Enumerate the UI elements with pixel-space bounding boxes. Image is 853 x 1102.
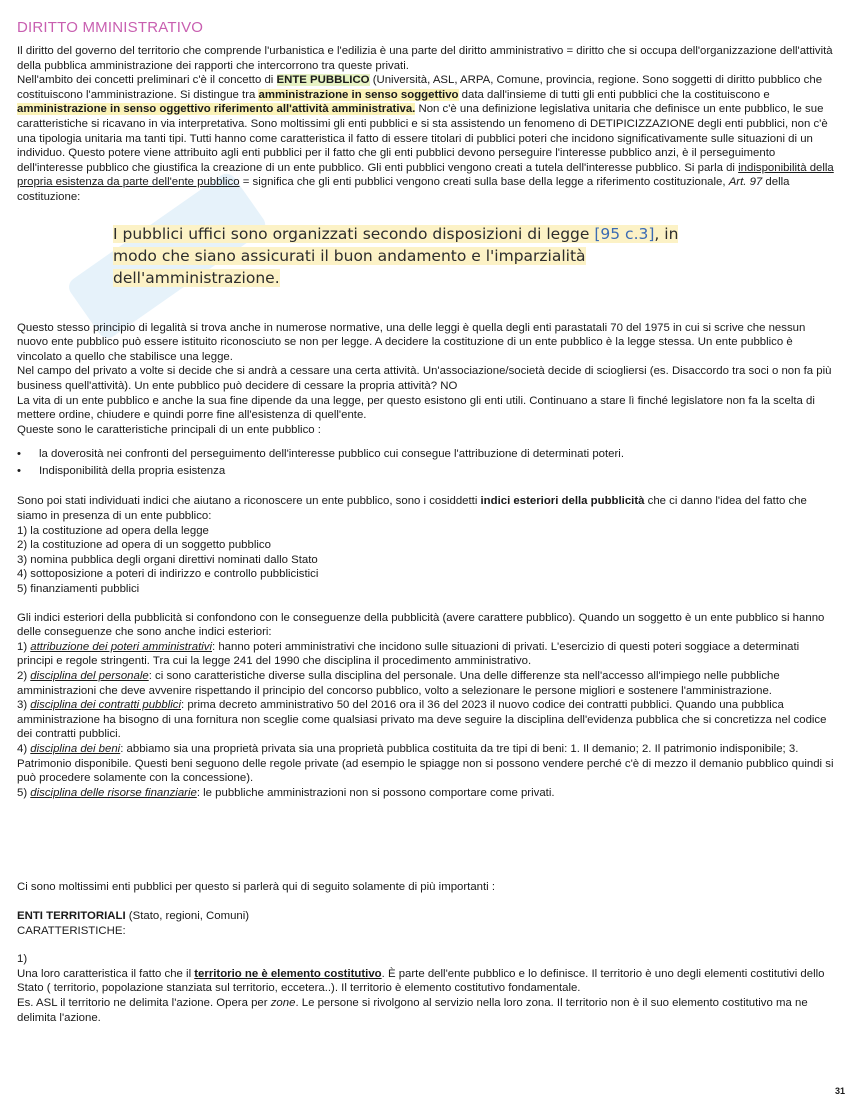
bullet-icon: • — [17, 448, 21, 461]
quote-reference-link[interactable]: [95 c.3] — [594, 224, 655, 243]
bullet-icon: • — [17, 464, 21, 477]
term-indisponibilita: indisponibilità della propria esistenza da parte dell'ente pubblico — [17, 161, 834, 189]
list-item: • Indisponibilità della propria esistenza — [17, 464, 226, 477]
consequence-item: 5) disciplina delle risorse finanziarie: le pubbliche amministrazioni non si possono comportare come privati. — [17, 786, 555, 799]
paragraph-caratteristiche: Queste sono le caratteristiche principali di un ente pubblico : — [17, 423, 321, 436]
list-item: 5) finanziamenti pubblici — [17, 583, 140, 596]
consequence-item: 4) disciplina dei beni: abbiamo sia una proprietà privata sia una proprietà pubblica costituita da tre tipi di beni: 1. Il demanio; 2. Il patrimonio indisponibile; 3. Patrimonio disponibile. Questi beni seguono delle regole private (ad esempio le spiagge non si possono vendere perché c'è di mezzo il demanio pubblico quindi si può procedere solamente con la concessione). — [17, 742, 834, 785]
paragraph-asl: Es. ASL il territorio ne delimita l'azione. Opera per zone. Le persone si rivolgono al servizio nella loro zona. Il territorio non è il suo elemento costitutivo ma ne delimita l'azione. — [17, 996, 808, 1024]
consequence-item: 1) attribuzione dei poteri amministrativi: hanno poteri amministrativi che incidono sulle situazioni di privati. L'esercizio di questi poteri soggiace a determinati principi e regole stringenti. Tra cui la legge 241 del 1990 che disciplina il procedimento amministrativo. — [17, 640, 800, 668]
document-title: DIRITTO MMINISTRATIVO — [17, 19, 204, 36]
bullet-list — [17, 447, 837, 478]
term-soggettivo: amministrazione in senso soggettivo — [258, 88, 459, 101]
paragraph-ente-pubblico: Nell'ambito dei concetti preliminari c'è il concetto di ENTE PUBBLICO (Università, ASL, ARPA, Comune, provincia, regione. Sono soggetti di diritto pubblico che costituiscono l'amministrazione. Si distingue tra amministrazione in senso soggettivo data dall'insieme di tutti gli enti pubblici che la costituiscono e amministrazione in senso oggettivo riferimento all'attività amministrativa. Non c'è una definizione legislativa unitaria che definisce un ente pubblico, le sue caratteristiche si ricavano in via interpretativa. Sono moltissimi gli enti pubblici e si sta assistendo un fenomeno di DETIPICIZZAZIONE degli enti pubblici, non c'è una tipologia unitaria ma tanti tipi. Tutti hanno come caratteristica il fatto di essere titolari di pubblici poteri che incidono significativamente sulle situazioni di un individuo. Questo potere viene attribuito agli enti pubblici per il fatto che gli enti pubblici devono perseguire l'interesse pubblico anzi, è il perseguimento dell'interesse pubblico che giustifica la creazione di un ente pubblico. Gli enti pubblici vengono creati a tutela dell'interesse pubblico. Si parla di indisponibilità della propria esistenza da parte dell'ente pubblico = significa che gli enti pubblici vengono creati sulla base della legge a riferimento costituzionale, Art. 97 della costituzione: — [17, 74, 834, 203]
page-number: 31 — [834, 1086, 845, 1096]
consequence-item: 2) disciplina del personale: ci sono caratteristiche diverse sulla disciplina del personale. Una delle differenze sta nell'accesso all'impiego nelle pubbliche amministrazioni che deve avvenire rispettando il principio del concorso pubblico, volto a selezionare le persone migliori e sostenere l'amministrazione. — [17, 670, 780, 697]
paragraph-vita-ente: La vita di un ente pubblico e anche la sua fine dipende da una legge, per questo esistono gli enti utili. Continuano a stare lì finché legislatore non fa la scelta di mettere ordine, chiudere e quindi porre fine all'esistenza di quell'ente. — [17, 394, 815, 422]
list-item: 2) la costituzione ad opera di un soggetto pubblico — [17, 539, 271, 552]
section-heading-enti-territoriali: ENTI TERRITORIALI (Stato, regioni, Comuni) — [17, 909, 250, 922]
list-item: 1) la costituzione ad opera della legge — [17, 524, 209, 537]
subheading-caratteristiche: CARATTERISTICHE: — [17, 924, 126, 937]
term-indici-esteriori: indici esteriori della pubblicità — [480, 495, 645, 508]
term-oggettivo: amministrazione in senso oggettivo riferimento all'attività amministrativa. — [17, 103, 416, 116]
document-page — [17, 18, 837, 1025]
list-item: 4) sottoposizione a poteri di indirizzo e controllo pubblicistici — [17, 568, 319, 581]
list-item: • la doverosità nei confronti del perseguimento dell'interesse pubblico cui consegue l'attribuzione di determinati poteri. — [17, 448, 624, 461]
paragraph-enti-importanti: Ci sono moltissimi enti pubblici per questo si parlerà qui di seguito solamente di più importanti : — [17, 881, 496, 894]
article-ref: Art. 97 — [728, 176, 763, 189]
paragraph-privato: Nel campo del privato a volte si decide che si andrà a cessare una certa attività. Un'associazione/società decide di sciogliersi (es. Disaccordo tra soci o non fa più business quell'attività). Un ente pubblico può decidere di cessare la propria attività? NO — [17, 365, 832, 392]
paragraph-intro: Il diritto del governo del territorio che comprende l'urbanistica e l'edilizia è una parte del diritto amministrativo = diritto che si occupa dell'organizzazione dell'attività della pubblica amministrazione dei rapporti che intercorrono tra queste privati. — [17, 45, 833, 72]
term-ente-pubblico: ENTE PUBBLICO — [276, 74, 370, 87]
list-item: 3) nomina pubblica degli organi direttivi nominati dallo Stato — [17, 553, 318, 566]
item-number: 1) — [17, 953, 28, 966]
consequence-item: 3) disciplina dei contratti pubblici: prima decreto amministrativo 50 del 2016 ora il 36 del 2023 il nuovo codice dei contratti pubblici. Quando una pubblica amministrazione ha bisogno di una fornitura non sceglie come qualsiasi privato ma deve seguire la disciplina dell'evidenza pubblica che si concretizza nel codice dei contratti pubblici. — [17, 699, 827, 741]
paragraph-indici: Sono poi stati individuati indici che aiutano a riconoscere un ente pubblico, sono i cosiddetti indici esteriori della pubblicità che ci danno l'idea del fatto che siamo in presenza di un ente pubblico: — [17, 495, 807, 523]
constitution-quote: I pubblici uffici sono organizzati secondo disposizioni di legge [95 c.3], in modo che siano assicurati il buon andamento e l'imparzialità dell'amministrazione. — [113, 224, 679, 287]
paragraph-legalita: Questo stesso principio di legalità si trova anche in numerose normative, una delle leggi è quella degli enti parastatali 70 del 1975 in cui si scrive che nessun nuovo ente pubblico può essere istituito riconosciuto se non per legge. A decidere la costituzione di un ente pubblico è la legge stessa. Un ente pubblico è vincolato a quello che stabilisce una legge. — [17, 321, 806, 363]
paragraph-territorio: Una loro caratteristica il fatto che il territorio ne è elemento costitutivo. È parte dell'ente pubblico e lo definisce. Il territorio è uno degli elementi costitutivi dello Stato ( territorio, popolazione stanziata sul territorio, eccetera..). Il territorio è elemento costitutivo fondamentale. — [17, 967, 825, 995]
paragraph-conseguenze: Gli indici esteriori della pubblicità si confondono con le conseguenze della pubblicità (avere carattere pubblico). Quando un soggetto è un ente pubblico si hanno delle conseguenze che sono anche indici esteriori: — [17, 611, 825, 639]
